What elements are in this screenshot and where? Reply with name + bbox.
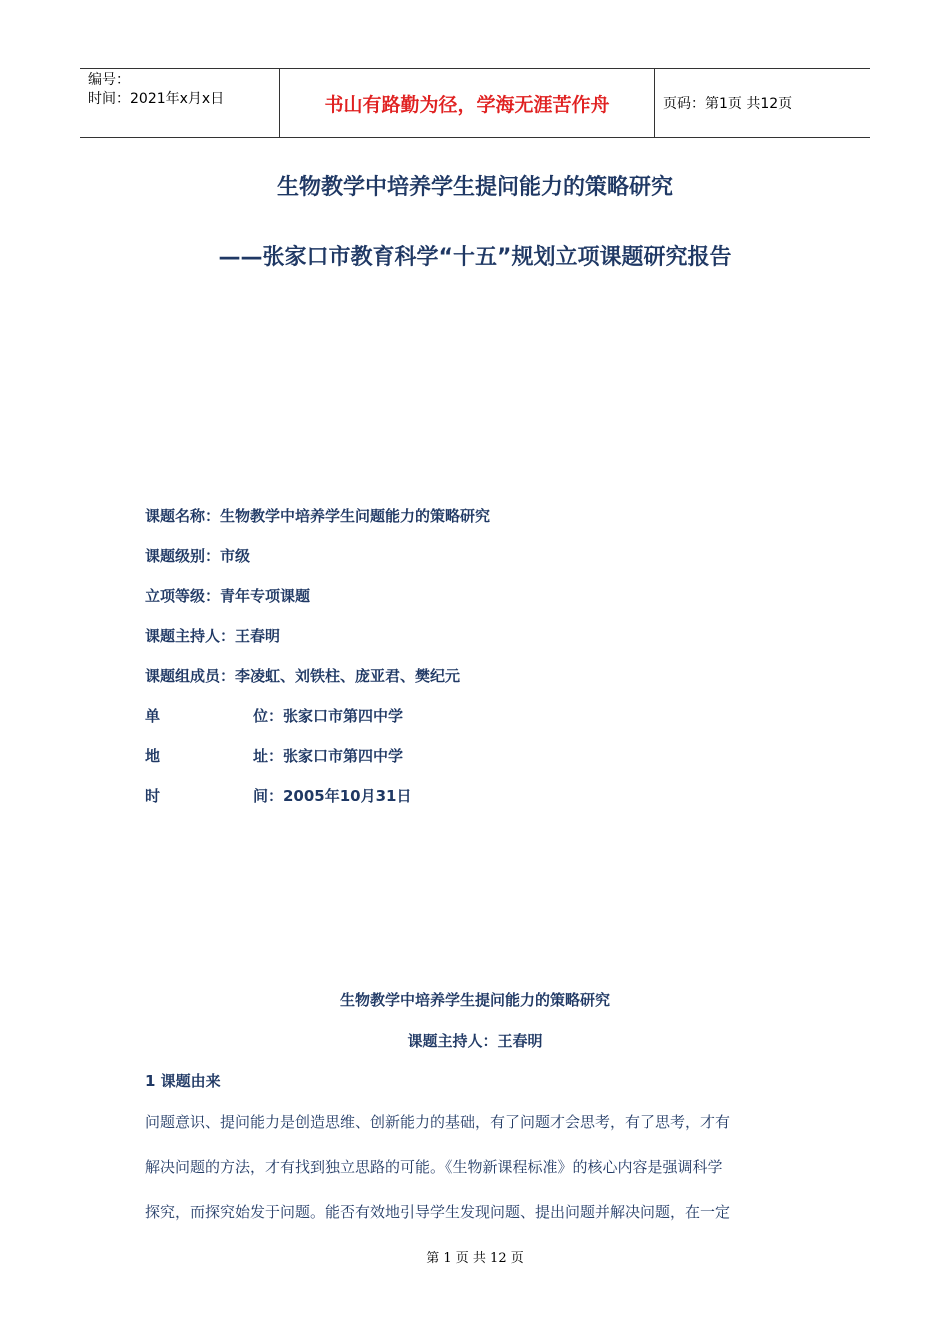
topic-host: 课题主持人：王春明 bbox=[145, 627, 281, 645]
address-row bbox=[145, 745, 403, 766]
address-value: 址：张家口市第四中学 bbox=[253, 747, 404, 765]
time-value: 间：2005年10月31日 bbox=[253, 787, 412, 805]
paragraph-line: 问题意识、提问能力是创造思维、创新能力的基础，有了问题才会思考，有了思考，才有 bbox=[145, 1113, 731, 1131]
header-page-info: 页码：第1页 共12页 bbox=[663, 96, 793, 112]
topic-level: 课题级别：市级 bbox=[145, 547, 251, 565]
unit-value: 位：张家口市第四中学 bbox=[253, 707, 404, 725]
body-heading: 生物教学中培养学生提问能力的策略研究 bbox=[339, 991, 610, 1009]
header-table bbox=[80, 68, 870, 138]
number-label: 编号： bbox=[88, 72, 130, 88]
paragraph-line: 探究，而探究始发于问题。能否有效地引导学生发现问题、提出问题并解决问题，在一定 bbox=[145, 1203, 731, 1221]
unit-label: 单 bbox=[145, 707, 161, 725]
time-label: 时间：2021年x月x日 bbox=[88, 91, 225, 107]
document-title: 生物教学中培养学生提问能力的策略研究 bbox=[276, 175, 673, 200]
header-motto: 书山有路勤为径，学海无涯苦作舟 bbox=[280, 69, 655, 137]
time-label-body: 时 bbox=[145, 787, 161, 805]
paragraph-line: 解决问题的方法，才有找到独立思路的可能。《生物新课程标准》的核心内容是强调科学 bbox=[145, 1158, 723, 1176]
address-label: 地 bbox=[145, 747, 161, 765]
topic-name: 课题名称：生物教学中培养学生问题能力的策略研究 bbox=[145, 507, 491, 525]
header-meta-cell bbox=[80, 69, 280, 137]
project-grade: 立项等级：青年专项课题 bbox=[145, 587, 311, 605]
time-row bbox=[145, 785, 412, 806]
section-1-heading: 1 课题由来 bbox=[145, 1072, 221, 1090]
body-host-line: 课题主持人：王春明 bbox=[407, 1032, 543, 1050]
unit-row bbox=[145, 705, 403, 726]
topic-members: 课题组成员：李凌虹、刘铁柱、庞亚君、樊纪元 bbox=[145, 667, 461, 685]
document-subtitle: ——张家口市教育科学“十五”规划立项课题研究报告 bbox=[218, 245, 732, 270]
page-footer: 第 1 页 共 12 页 bbox=[426, 1251, 524, 1266]
